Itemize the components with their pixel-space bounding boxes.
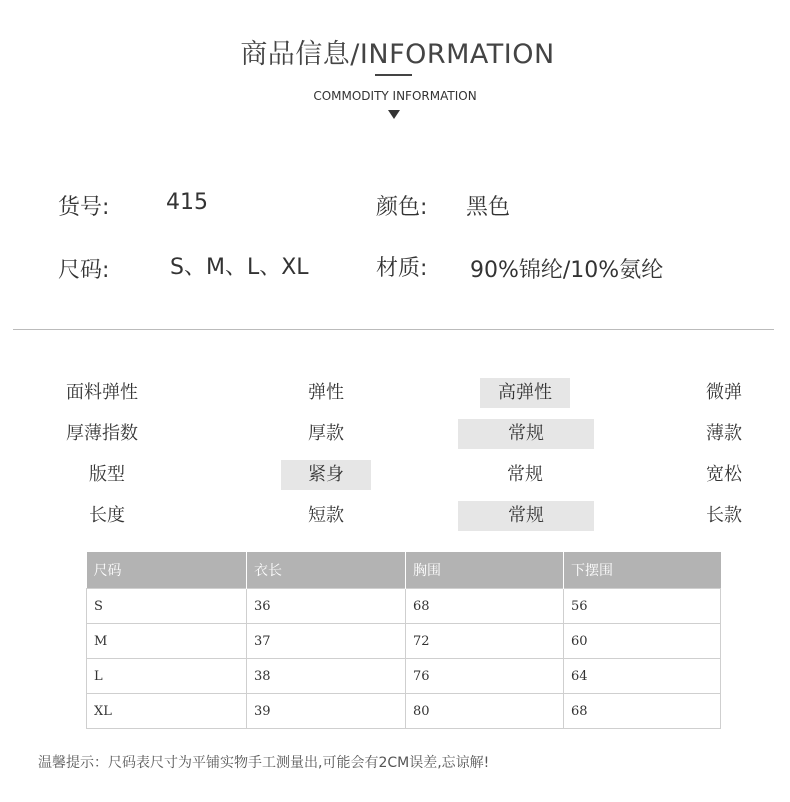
table-cell: L	[87, 659, 247, 694]
attr-option-slight-elastic: 微弹	[706, 382, 742, 403]
table-cell: 80	[406, 694, 564, 729]
table-row	[87, 694, 721, 729]
table-cell: S	[87, 589, 247, 624]
size-table	[86, 552, 721, 729]
attr-option-high-elastic-selected: 高弹性	[480, 378, 570, 408]
table-cell: 38	[247, 659, 406, 694]
table-row	[87, 624, 721, 659]
attr-option-thin: 薄款	[706, 423, 742, 444]
header-chest: 胸围	[406, 552, 564, 589]
measurement-note: 温馨提示：尺码表尺寸为平铺实物手工测量出,可能会有2CM误差,忘谅解!	[38, 755, 490, 771]
attr-option-normal-length-selected: 常规	[458, 501, 594, 531]
section-divider	[13, 329, 774, 330]
attr-label-fit: 版型	[89, 464, 125, 485]
table-cell: M	[87, 624, 247, 659]
table-row	[87, 659, 721, 694]
item-no-value: 415	[166, 190, 208, 215]
material-label: 材质:	[376, 256, 428, 281]
page-subtitle: COMMODITY INFORMATION	[313, 89, 477, 103]
size-label: 尺码:	[58, 258, 110, 283]
table-cell: 72	[406, 624, 564, 659]
attr-option-normal-thickness-selected: 常规	[458, 419, 594, 449]
attr-option-tight-selected: 紧身	[281, 460, 371, 490]
triangle-down-icon	[388, 110, 400, 119]
attr-option-short: 短款	[308, 505, 344, 526]
attr-label-thickness: 厚薄指数	[66, 423, 138, 444]
table-cell: 39	[247, 694, 406, 729]
table-row	[87, 589, 721, 624]
color-value: 黑色	[466, 195, 511, 220]
table-cell: XL	[87, 694, 247, 729]
material-value: 90%锦纶/10%氨纶	[470, 258, 664, 283]
table-header-row	[87, 552, 721, 589]
table-cell: 68	[564, 694, 721, 729]
title-underline	[375, 74, 412, 76]
table-cell: 60	[564, 624, 721, 659]
attr-option-thick: 厚款	[308, 423, 344, 444]
page-title: 商品信息/INFORMATION	[240, 39, 555, 70]
table-cell: 37	[247, 624, 406, 659]
table-cell: 36	[247, 589, 406, 624]
color-label: 颜色:	[376, 195, 428, 220]
attr-label-length: 长度	[89, 505, 125, 526]
table-cell: 68	[406, 589, 564, 624]
item-no-label: 货号:	[58, 195, 110, 220]
header-hem: 下摆围	[564, 552, 721, 589]
attr-label-elasticity: 面料弹性	[66, 382, 138, 403]
table-cell: 64	[564, 659, 721, 694]
header-length: 衣长	[247, 552, 406, 589]
attr-option-regular-fit: 常规	[507, 464, 543, 485]
attr-option-long: 长款	[706, 505, 742, 526]
size-value: S、M、L、XL	[170, 255, 309, 280]
table-cell: 56	[564, 589, 721, 624]
table-cell: 76	[406, 659, 564, 694]
attr-option-elastic: 弹性	[308, 382, 344, 403]
attr-option-loose: 宽松	[706, 464, 742, 485]
header-size: 尺码	[87, 552, 247, 589]
